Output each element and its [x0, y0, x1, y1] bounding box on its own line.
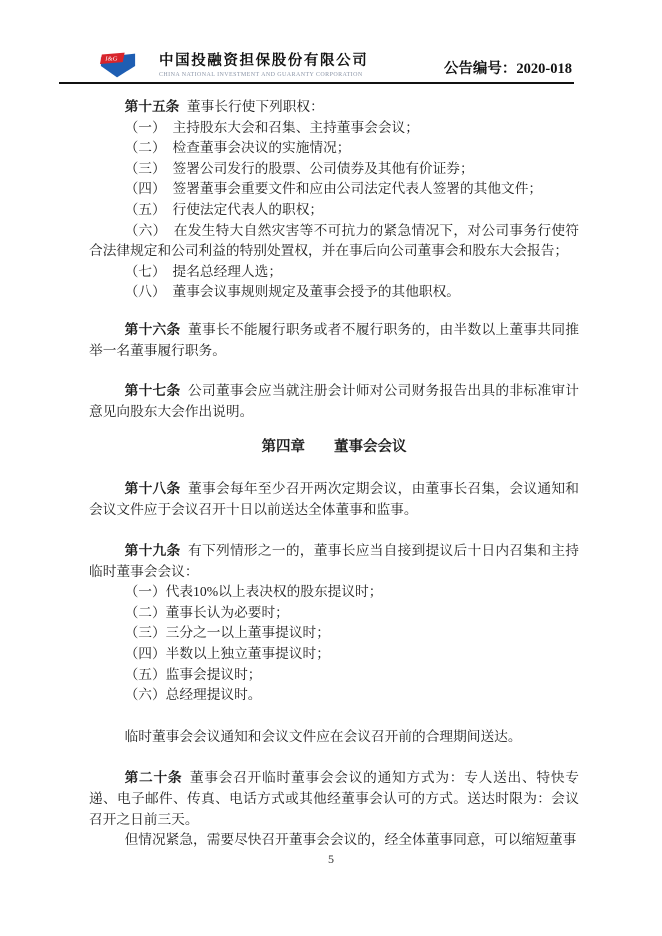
announcement-number: 公告编号：2020-018 [443, 61, 572, 77]
article-16-label: 第十六条 [124, 321, 181, 337]
company-logo-icon [99, 51, 137, 79]
document-body [89, 97, 579, 851]
page-number: 5 [328, 852, 334, 866]
header-divider [59, 82, 574, 84]
logo-text: I&G [105, 55, 118, 63]
company-name-en: CHINA NATIONAL INVESTMENT AND GUARANTY CORPORATION [159, 72, 363, 78]
article-19-item-3: （三）三分之一以上董事提议时； [124, 625, 330, 641]
article-19-label: 第十九条 [124, 543, 181, 559]
article-19-item-1: （一）代表10%以上表决权的股东提议时； [124, 584, 383, 600]
company-logo [99, 51, 137, 79]
article-19-item-4: （四）半数以上独立董事提议时； [124, 646, 330, 662]
article-15-item-8: （八） 董事会议事规则规定及董事会授予的其他职权。 [124, 284, 460, 300]
article-15-intro: 第十五条 董事长行使下列职权： [124, 99, 324, 114]
article-18: 第十八条 董事会每年至少召开两次定期会议，由董事长召集，会议通知和会议文件应于会议召开十日以前送达全体董事和监事。 [89, 480, 579, 517]
article-17-label: 第十七条 [124, 383, 181, 399]
company-name-cn: 中国投融资担保股份有限公司 [159, 53, 369, 69]
article-16: 第十六条 董事长不能履行职务或者不履行职务的，由半数以上董事共同推举一名董事履行职务。 [89, 321, 579, 358]
article-15-item-1: （一） 主持股东大会和召集、主持董事会会议； [124, 119, 419, 135]
article-15-item-5: （五） 行使法定代表人的职权； [124, 201, 324, 217]
article-15-item-2: （二） 检查董事会决议的实施情况； [124, 140, 351, 156]
article-19-note: 临时董事会会议通知和会议文件应在会议召开前的合理期间送达。 [124, 728, 522, 744]
article-18-label: 第十八条 [124, 480, 181, 496]
chapter-4-heading: 第四章 董事会会议 [261, 439, 407, 456]
article-19-intro: 第十九条 有下列情形之一的，董事长应当自接到提议后十日内召集和主持临时董事会会议： [89, 543, 579, 579]
article-20-label: 第二十条 [124, 770, 183, 786]
article-19-item-5: （五）监事会提议时； [124, 666, 262, 682]
company-name-block [159, 49, 419, 78]
article-19-item-6: （六）总经理提议时。 [124, 687, 262, 703]
article-17: 第十七条 公司董事会应当就注册会计师对公司财务报告出具的非标准审计意见向股东大会作出说明。 [89, 383, 579, 419]
article-20: 第二十条 董事会召开临时董事会会议的通知方式为：专人送出、特快专递、电子邮件、传真、电话方式或其他经董事会认可的方式。送达时限为：会议召开之日前三天。 [89, 770, 579, 827]
article-15-label: 第十五条 [124, 99, 180, 114]
article-15-item-6: （六） 在发生特大自然灾害等不可抗力的紧急情况下，对公司事务行使符合法律规定和公司利益的特别处置权，并在事后向公司董事会和股东大会报告； [89, 222, 579, 259]
article-15-item-7: （七） 提名总经理人选； [124, 263, 283, 279]
article-19-item-2: （二）董事长认为必要时； [124, 604, 289, 620]
article-15-item-4: （四） 签署董事会重要文件和应由公司法定代表人签署的其他文件； [124, 181, 543, 197]
article-20-continuation: 但情况紧急，需要尽快召开董事会会议的，经全体董事同意，可以缩短董事 [124, 832, 577, 848]
article-15-item-3: （三） 签署公司发行的股票、公司债券及其他有价证券； [124, 160, 474, 176]
